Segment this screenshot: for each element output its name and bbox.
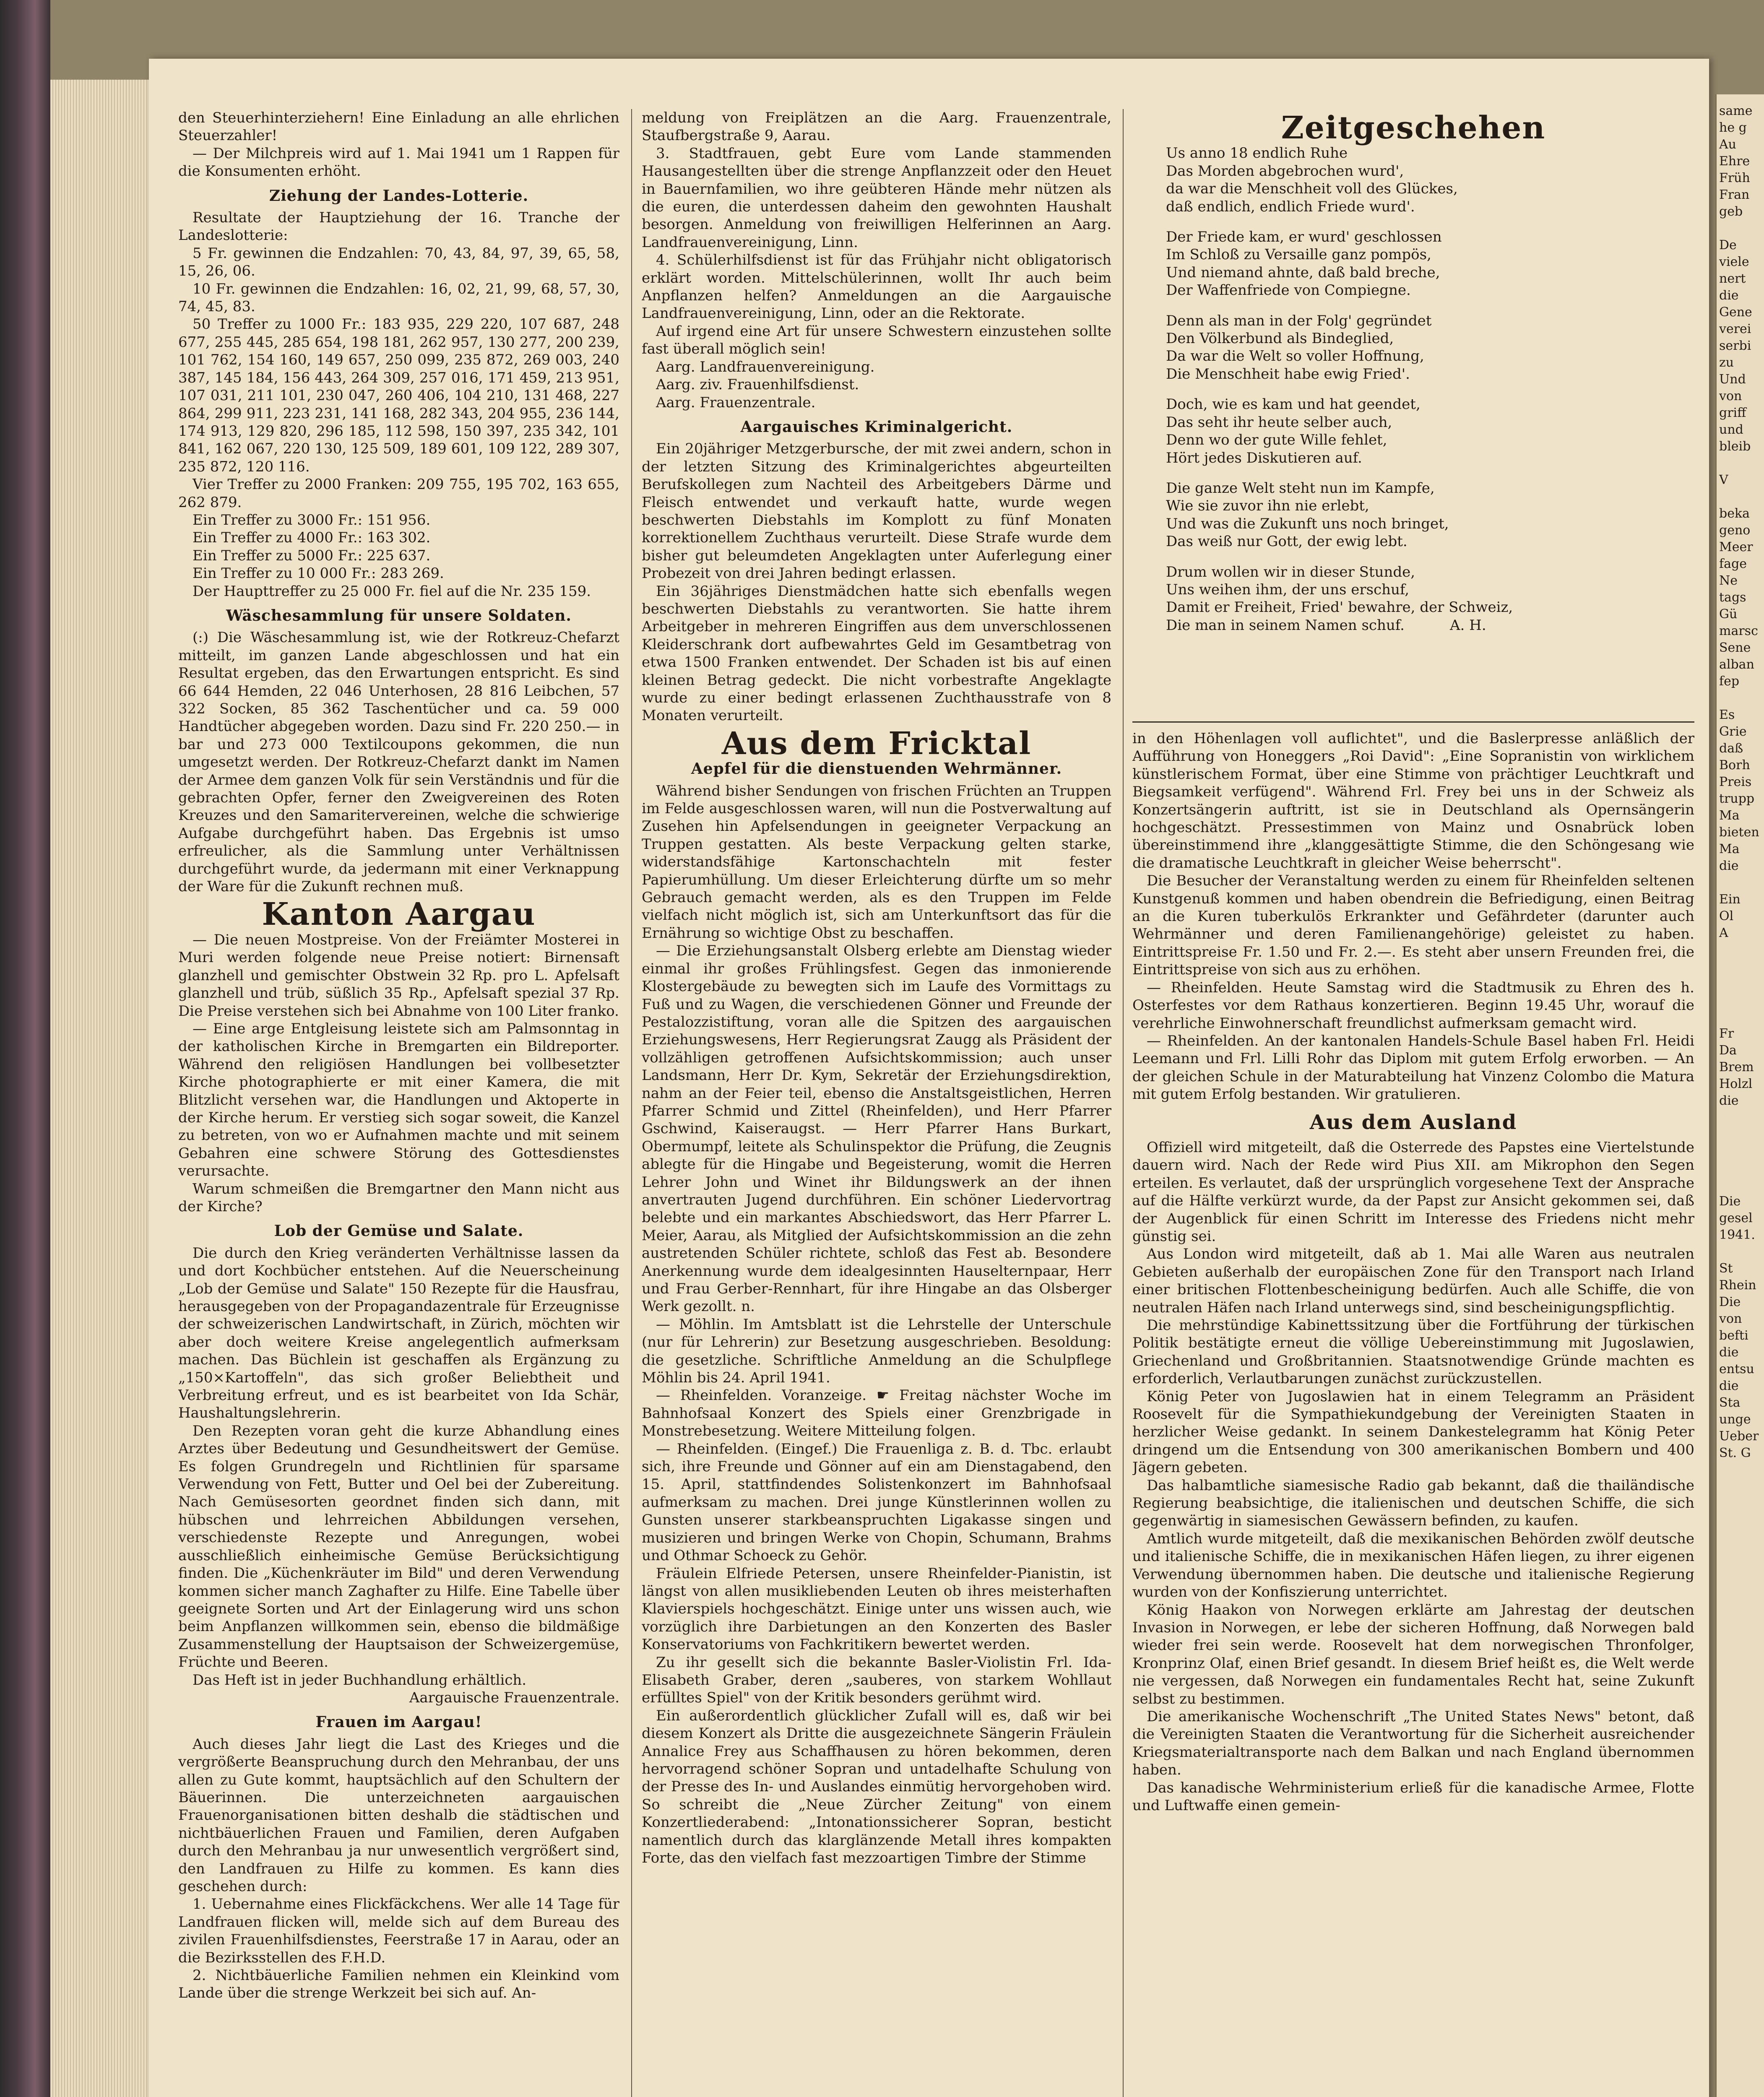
adjacent-page-line: De — [1719, 238, 1737, 252]
adjacent-page-line — [1719, 1143, 1763, 1160]
adjacent-page-line: bleib — [1719, 439, 1751, 454]
adjacent-page-line: serbi — [1719, 338, 1751, 353]
adjacent-page-line — [1719, 1244, 1763, 1260]
adjacent-page-line: von — [1719, 389, 1742, 403]
adjacent-page-line: Au — [1719, 137, 1736, 152]
adjacent-page-line: von — [1719, 1311, 1742, 1326]
article-paragraph: Die durch den Krieg veränderten Verhältnisse lassen da und dort Kochbücher entstehen. Auf die Neuerscheinung „Lob der Gemüse und Salate" 150 Rezepte für die Hausfrau, herausgegeben von der Propagandazentrale für Erzeugnisse der schweizerischen Landwirtschaft, in Zürich, möchten wir aber doch weitere Kreise angelegentlich aufmerksam machen. Das Büchlein ist geschaffen als Ergänzung zu „150×Kartoffeln", das sich großer Beliebtheit und Verbreitung erfreut, und es ist bearbeitet von Ida Schär, Haushaltungslehrerin. — [178, 1244, 619, 1422]
article-paragraph: Das halbamtliche siamesische Radio gab bekannt, daß die thailändische Regierung beabsichtige, die italienischen und deutschen Schiffe, die sich gegenwärtig in siamesischen Gewässern befinden, zu kaufen. — [1132, 1477, 1694, 1530]
book-binding — [0, 0, 50, 2097]
adjacent-page-line: Es — [1719, 708, 1735, 722]
article-paragraph: — Der Milchpreis wird auf 1. Mai 1941 um 1 Rappen für die Konsumenten erhöht. — [178, 145, 619, 180]
adjacent-page-line: Borh — [1719, 758, 1750, 773]
adjacent-page-line — [1719, 220, 1763, 237]
article-paragraph: Warum schmeißen die Bremgartner den Mann nicht aus der Kirche? — [178, 1180, 619, 1215]
article-paragraph: Auch dieses Jahr liegt die Last des Krieges und die vergrößerte Beanspruchung durch den Mehranbau, der uns allen zu Gute kommt, hauptsächlich auf den Schultern der Bäuerinnen. Die unterzeichneten aargauischen Frauenorganisationen bitten deshalb die städtischen und nichtbäuerlichen Frauen und Familien, deren Aufgaben durch den Mehranbau ja nur unwesentlich vergrößert sind, den Landfrauen zu Hilfe zu kommen. Es kann dies geschehen durch: — [178, 1735, 619, 1895]
poem-stanza: Die ganze Welt steht nun im Kampfe, Wie sie zuvor ihn nie erlebt, Und was die Zukunft uns noch bringet, Das weiß nur Gott, der ewig lebt. — [1166, 479, 1449, 550]
column-1 — [178, 109, 619, 2097]
article-paragraph: Das kanadische Wehrministerium erließ für die kanadische Armee, Flotte und Luftwaffe einen gemein- — [1132, 1779, 1694, 1814]
adjacent-page-line: unge — [1719, 1412, 1751, 1427]
adjacent-page-line — [1719, 1160, 1763, 1176]
column-rule-1 — [631, 109, 632, 2097]
article-paragraph: 50 Treffer zu 1000 Fr.: 183 935, 229 220, 107 687, 248 677, 255 445, 285 654, 198 181, 262 957, 130 277, 200 239, 101 762, 154 160, 149 657, 250 099, 235 872, 269 003, 240 387, 145 184, 156 443, 264 309, 257 016, 171 459, 213 951, 107 031, 211 101, 230 047, 260 406, 104 210, 131 468, 227 864, 299 911, 223 231, 141 168, 282 343, 204 955, 236 144, 174 913, 129 820, 296 185, 112 598, 150 397, 235 342, 101 841, 162 067, 220 130, 125 509, 189 601, 109 122, 289 307, 235 872, 120 116. — [178, 316, 619, 475]
article-paragraph: Ein Treffer zu 5000 Fr.: 225 637. — [193, 547, 431, 564]
adjacent-page-line: Ehre — [1719, 154, 1750, 169]
adjacent-page-line: fep — [1719, 674, 1740, 689]
article-paragraph: Aarg. Frauenzentrale. — [656, 394, 816, 411]
article-paragraph: meldung von Freiplätzen an die Aarg. Frauenzentrale, Staufbergstraße 9, Aarau. — [642, 109, 1111, 144]
adjacent-page-line: bieten — [1719, 825, 1759, 840]
adjacent-page-edge — [1715, 94, 1764, 2097]
adjacent-page-line: geb — [1719, 204, 1743, 219]
adjacent-page-line: St. G — [1719, 1446, 1751, 1460]
article-paragraph: Die amerikanische Wochenschrift „The United States News" betont, daß die Vereinigten Staaten die Verantwortung für die Sicherheit ausreichender Kriegsmaterialtransporte nach dem Balkan und nach England übernommen haben. — [1132, 1708, 1694, 1779]
article-paragraph: — Die neuen Mostpreise. Von der Freiämter Mosterei in Muri werden folgende neue Preise notiert: Birnensaft glanzhell und gemischter Obstwein 32 Rp. pro L. Apfelsaft glanzhell und trüb, süßlich 35 Rp., Apfelsaft spezial 37 Rp. Die Preise verstehen sich bei Abnahme von 100 Liter franko. — [178, 931, 619, 1020]
adjacent-page-line: alban — [1719, 657, 1754, 672]
article-paragraph: Den Rezepten voran geht die kurze Abhandlung eines Arztes über Bedeutung und Gesundheitswert der Gemüse. Es folgen Grundregeln und Richtlinien für sparsame Verwendung von Fett, Butter und Oel bei der Zubereitung. Nach Gemüsesorten geordnet finden sich dann, mit hübschen und lehrreichen Abbildungen versehen, verschiedenste Rezepte und Anregungen, wobei ausschließlich einheimische Gemüse Berücksichtigung finden. Die „Küchenkräuter im Bild" und deren Verwendung kommen sicher manch Zaghafter zu Hilfe. Eine Tabelle über geeignete Sorten und Art der Einlagerung wird uns schon beim Anpflanzen willkommen sein, ebenso die bildmäßige Zusammenstellung der Hauptsaison der Schweizergemüse, Früchte und Beeren. — [178, 1422, 619, 1671]
article-paragraph: 3. Stadtfrauen, gebt Eure vom Lande stammenden Hausangestellten über die strenge Anpflanzzeit oder den Heuet in Bauernfamilien, wo ihre geübteren Hände mehr nützen als die euren, die unterdessen daheim den gewohnten Haushalt besorgen. Anmeldung von freiwilligen Helferinnen an Aarg. Landfrauenvereinigung, Linn. — [642, 145, 1111, 251]
article-paragraph: 5 Fr. gewinnen die Endzahlen: 70, 43, 84, 97, 39, 65, 58, 15, 26, 06. — [178, 245, 619, 280]
page-edge-stack — [50, 80, 152, 2097]
adjacent-page-line — [1719, 1009, 1763, 1025]
article-paragraph: Ein Treffer zu 4000 Fr.: 163 302. — [193, 529, 431, 546]
adjacent-page-line: beka — [1719, 506, 1750, 521]
adjacent-page-line: 1941. — [1719, 1228, 1755, 1242]
adjacent-page-line: Ein — [1719, 892, 1741, 907]
article-paragraph: Das Heft ist in jeder Buchhandlung erhältlich. — [193, 1671, 527, 1689]
adjacent-page-line: Fran — [1719, 187, 1750, 202]
article-paragraph: — Rheinfelden. Heute Samstag wird die Stadtmusik zu Ehren des h. Osterfestes vor dem Rathaus konzertieren. Beginn 19.45 Uhr, worauf die verehrliche Einwohnerschaft freundlichst aufmerksam gemacht wird. — [1132, 979, 1694, 1032]
adjacent-page-line: Gene — [1719, 305, 1752, 320]
adjacent-page-line: Gü — [1719, 607, 1738, 622]
adjacent-page-line: Ol — [1719, 909, 1734, 924]
section-heading: Aus dem Fricktal — [721, 725, 1032, 762]
poem-divider — [1132, 721, 1694, 723]
adjacent-page-line: Da — [1719, 1043, 1737, 1058]
adjacent-page-line: Rhein — [1719, 1278, 1756, 1293]
article-paragraph: Der Haupttreffer zu 25 000 Fr. fiel auf die Nr. 235 159. — [193, 583, 591, 600]
article-paragraph: Aarg. ziv. Frauenhilfsdienst. — [656, 376, 859, 393]
adjacent-page-line: Holzl — [1719, 1077, 1753, 1091]
poem-stanza: Der Friede kam, er wurd' geschlossen Im Schloß zu Versaille ganz pompös, Und niemand ahnte, daß bald breche, Der Waffenfriede von Compiegne. — [1166, 229, 1442, 299]
adjacent-page-line: zu — [1719, 355, 1734, 370]
adjacent-page-line — [1719, 1126, 1763, 1143]
column-3 — [1132, 730, 1694, 2097]
adjacent-page-line: nert — [1719, 271, 1746, 286]
article-paragraph: Ein außerordentlich glücklicher Zufall will es, daß wir bei diesem Konzert als Dritte die ausgezeichnete Sängerin Fräulein Annalice Frey aus Schaffhausen zu hören bekommen, deren hervorragend schöner Sopran und untadelhafte Schulung von der Presse des In- und Auslandes einmütig hervorgehoben wird. So schreibt die „Neue Zürcher Zeitung" von einem Konzertliederabend: „Intonationssicherer Sopran, besticht namentlich durch das klarglänzende Metall ihres kompakten Forte, das den vielfach fast mezzoartigen Timbre der Stimme — [642, 1707, 1111, 1866]
column-rule-2 — [1123, 109, 1124, 2097]
article-heading: Aepfel für die dienstuenden Wehrmänner. — [691, 760, 1062, 778]
adjacent-page-line: entsu — [1719, 1362, 1754, 1376]
article-paragraph: König Peter von Jugoslawien hat in einem Telegramm an Präsident Roosevelt für die Sympathiekundgebung der Vereinigten Staaten in herzlicher Weise gedankt. In seinem Dankestelegramm hat König Peter dringend um die Entsendung von 300 amerikanischen Bombern und 400 Jägern gebeten. — [1132, 1388, 1694, 1476]
article-paragraph: Ein 36jähriges Dienstmädchen hatte sich ebenfalls wegen beschwerten Diebstahls zu verantworten. Sie hatte ihrem Arbeitgeber in mehreren Eingriffen aus dem unverschlossenen Kleiderschrank dort aufbewahrtes Geld im Gesamtbetrag von etwa 1500 Franken entwendet. Der Schaden ist bis auf einen kleinen Betrag gedeckt. Die nicht vorbestrafte Angeklagte wurde zu einer bedingt erlassenen Zuchthausstrafe von 8 Monaten verurteilt. — [642, 583, 1111, 724]
article-paragraph: — Rheinfelden. Voranzeige. ☛ Freitag nächster Woche im Bahnhofsaal Konzert des Spiels einer Grenzbrigade in Monstrebesetzung. Weitere Mitteilung folgen. — [642, 1387, 1111, 1440]
poem-stanza: Us anno 18 endlich Ruhe Das Morden abgebrochen wurd', da war die Menschheit voll des Glückes, daß endlich, endlich Friede wurd'. — [1166, 145, 1458, 215]
adjacent-page-line: marsc — [1719, 624, 1758, 638]
section-heading: Kanton Aargau — [262, 896, 536, 933]
article-paragraph: — Möhlin. Im Amtsblatt ist die Lehrstelle der Unterschule (nur für Lehrerin) zur Besetzung ausgeschrieben. Besoldung: die gesetzliche. Schriftliche Anmeldung an die Schulpflege Möhlin bis 24. April 1941. — [642, 1316, 1111, 1387]
article-heading: Lob der Gemüse und Salate. — [274, 1222, 524, 1240]
adjacent-page-line: Die — [1719, 1194, 1741, 1209]
adjacent-page-line: Ma — [1719, 808, 1740, 823]
poem-stanza: Doch, wie es kam und hat geendet, Das seht ihr heute selber auch, Denn wo der gute Wille fehlet, Hört jedes Diskutieren auf. — [1166, 396, 1421, 466]
adjacent-page-line — [1719, 874, 1763, 891]
adjacent-page-line: Ueber — [1719, 1429, 1759, 1444]
adjacent-page-line: verei — [1719, 322, 1751, 336]
adjacent-page-line: Ma — [1719, 842, 1740, 856]
column-2 — [642, 109, 1111, 2097]
article-paragraph: Resultate der Hauptziehung der 16. Tranche der Landeslotterie: — [178, 209, 619, 244]
adjacent-page-line: he g — [1719, 120, 1747, 135]
signature-line: Aargauische Frauenzentrale. — [409, 1689, 619, 1706]
adjacent-page-line: fage — [1719, 557, 1747, 571]
article-paragraph: Die mehrstündige Kabinettssitzung über die Fortführung der türkischen Politik bestätigte erneut die völlige Uebereinstimmung mit Jugoslawien, Griechenland und Großbritannien. Staatsnotwendige Gründe machten es erforderlich, Verlautbarungen zunächst zurückzustellen. — [1132, 1317, 1694, 1387]
poem-stanza: Drum wollen wir in dieser Stunde, Uns weihen ihm, der uns erschuf, Damit er Freiheit, Fried' bewahre, der Schweiz, Die man in seinem Namen schuf. A. H. — [1166, 563, 1513, 634]
adjacent-page-line: trupp — [1719, 791, 1755, 806]
article-paragraph: Ein Treffer zu 10 000 Fr.: 283 269. — [193, 565, 444, 582]
adjacent-page-line: daß — [1719, 741, 1743, 756]
adjacent-page-line — [1719, 690, 1763, 707]
newspaper-page — [149, 59, 1709, 2097]
adjacent-page-line — [1719, 1109, 1763, 1126]
adjacent-page-line — [1719, 992, 1763, 1009]
article-paragraph: Fräulein Elfriede Petersen, unsere Rheinfelder-Pianistin, ist längst von allen musikliebenden Leuten ob ihres meisterhaften Klavierspiels hochgeschätzt. Einige unter uns wissen auch, wie vorzüglich ihre Darbietungen an den Konzerten des Basler Konservatoriums von Fachkritikern bewertet werden. — [642, 1565, 1111, 1653]
adjacent-page-line: die — [1719, 859, 1739, 873]
article-paragraph: 2. Nichtbäuerliche Familien nehmen ein Kleinkind vom Lande über die strenge Werkzeit bei sich auf. An- — [178, 1967, 619, 2002]
adjacent-page-line: befti — [1719, 1328, 1748, 1343]
adjacent-page-line: die — [1719, 288, 1739, 303]
adjacent-page-line: St — [1719, 1261, 1733, 1276]
article-paragraph: Aarg. Landfrauenvereinigung. — [656, 358, 875, 375]
adjacent-page-line: same — [1719, 104, 1753, 118]
article-heading: Aargauisches Kriminalgericht. — [740, 418, 1013, 436]
article-heading: Wäschesammlung für unsere Soldaten. — [226, 606, 572, 624]
adjacent-page-line: Früh — [1719, 171, 1750, 185]
article-paragraph: in den Höhenlagen voll auflichtet", und die Baslerpresse anläßlich der Aufführung von Honeggers „Roi David": „Eine Sopranistin von wirklichem künstlerischem Format, über eine Stimme von prächtiger Leuchtkraft und Biegsamkeit verfügend". Während Frl. Frey bei uns in der Schweiz als Konzertsängerin auftritt, ist sie in Deutschland als Opernsängerin hochgeschätzt. Pressestimmen von Mainz und Osnabrück loben übereinstimmend ihre „klanggesättigte Stimme, die den Schöngesang wie die dramatische Leuchtkraft in gleicher Weise beherrscht". — [1132, 730, 1694, 872]
adjacent-page-line: V — [1719, 473, 1728, 487]
adjacent-page-line: Meer — [1719, 540, 1753, 554]
adjacent-page-line — [1719, 1176, 1763, 1193]
adjacent-page-line: die — [1719, 1345, 1739, 1360]
adjacent-page-line: tags — [1719, 590, 1746, 605]
article-paragraph: Während bisher Sendungen von frischen Früchten an Truppen im Felde ausgeschlossen waren, will nun die Postverwaltung auf Zusehen hin Apfelsendungen in geeigneter Verpackung an Truppen gestatten. Als beste Verpackung gelten starke, widerstandsfähige Kartonschachteln mit fester Papierumhüllung. Um dieser Erleichterung dürfte um so mehr Gebrauch gemacht werden, als es den Truppen im Felde vielfach nicht möglich ist, sich am Unterkunftsort das für die Ernährung so wichtige Obst zu beschaffen. — [642, 782, 1111, 942]
adjacent-page-line: A — [1719, 926, 1728, 940]
article-paragraph: Zu ihr gesellt sich die bekannte Basler-Violistin Frl. Ida-Elisabeth Graber, deren „sauberes, von starkem Wohllaut erfülltes Spiel" von der Kritik besonders gerühmt wird. — [642, 1654, 1111, 1707]
adjacent-page-line: Fr — [1719, 1026, 1734, 1041]
adjacent-page-line: griff — [1719, 406, 1746, 420]
article-paragraph: Vier Treffer zu 2000 Franken: 209 755, 195 702, 163 655, 262 879. — [178, 476, 619, 511]
article-paragraph: 4. Schülerhilfsdienst ist für das Frühjahr nicht obligatorisch erklärt worden. Mittelschülerinnen, wollt Ihr auch beim Anpflanzen helfen? Anmeldungen an die Aargauische Landfrauenvereinigung, Linn, oder an die Rektorate. — [642, 252, 1111, 322]
adjacent-page-line: geno — [1719, 523, 1751, 538]
adjacent-page-line: die — [1719, 1379, 1739, 1393]
article-paragraph: Die Besucher der Veranstaltung werden zu einem für Rheinfelden seltenen Kunstgenuß kommen und haben obendrein die Befriedigung, einen Beitrag an die Kuren tuberkulös Erkrankter und Gefährdeter (darunter auch Wehrmänner und deren Familienangehörige) geleistet zu haben. Eintrittspreise Fr. 1.50 und Fr. 2.—. Es steht aber unsern Freunden frei, die Eintrittspreise von sich aus zu erhöhen. — [1132, 872, 1694, 978]
adjacent-page-line — [1719, 942, 1763, 958]
article-paragraph: — Die Erziehungsanstalt Olsberg erlebte am Dienstag wieder einmal ihr großes Frühlingsfest. Gegen das inmonierende Klostergebäude zu bewegten sich im Laufe des Vormittags zu Fuß und zu Wagen, die verschiedenen Gönner und Freunde der Pestalozzistiftung, voran alle die Spitzen des aargauischen Erziehungswesens, Herr Regierungsrat Zaugg als Präsident der vollzähligen getroffenen Aufsichtskommission; auch unser Landsmann, Herr Dr. Kym, Sekretär der Erziehungsdirektion, nahm an der Feier teil, ebenso die Anstaltsgeistlichen, Herren Pfarrer Schmid und Zittel (Rheinfelden), und Herr Pfarrer Gschwind, Kaiseraugst. — Herr Pfarrer Hans Burkart, Obermumpf, leitete als Schulinspektor die Prüfung, die Zeugnis ablegte für die Hingabe und Begeisterung, womit die Herren Lehrer John und Winet ihr Bildungswerk an der ihnen anvertrauten Jugend durchführen. Ein schöner Liedervortrag belebte und ein markantes Abschiedswort, das Herr Pfarrer L. Meier, Aarau, als Mitglied der Aufsichtskommission an die zehn austretenden Schüler richtete, schloß das Fest ab. Besondere Anerkennung wurde dem idealgesinnten Hauselternpaar, Herr und Frau Gerber-Rennhart, für ihre Hingabe an das Olsberger Werk gezollt. n. — [642, 942, 1111, 1315]
adjacent-page-line: Die — [1719, 1295, 1741, 1309]
article-paragraph: — Eine arge Entgleisung leistete sich am Palmsonntag in der katholischen Kirche in Bremgarten ein Bildreporter. Während den religiösen Handlungen bei vollbesetzter Kirche photographierte er mit einer Kamera, die mit Blitzlicht versehen war, die Handlungen und Aktoperte in der Kirche herum. Er verstieg sich sogar soweit, die Kanzel zu betreten, von wo er Aufnahmen machte und mit seinem Gebahren eine schwere Störung des Gottesdienstes verursachte. — [178, 1020, 619, 1180]
article-paragraph: Offiziell wird mitgeteilt, daß die Osterrede des Papstes eine Viertelstunde dauern wird. Nach der Rede wird Pius XII. am Mikrophon den Segen erteilen. Es verlautet, daß der ursprünglich vorgesehene Text der Ansprache auf die Hälfte verkürzt wurde, da der Papst zur Ansicht gekommen sei, daß der Augenblick für einen Schritt im Interesse des Friedens nicht mehr günstig sei. — [1132, 1139, 1694, 1245]
adjacent-page-line: und — [1719, 422, 1743, 437]
column-3-poem — [1132, 109, 1694, 717]
article-paragraph: — Rheinfelden. (Eingef.) Die Frauenliga z. B. d. Tbc. erlaubt sich, ihre Freunde und Gönner auf ein am Dienstagabend, den 15. April, stattfindendes Solistenkonzert im Bahnhofsaal aufmerksam zu machen. Drei junge Künstlerinnen wollen zu Gunsten unserer starkbeanspruchten Ligakasse singen und musizieren und bringen Werke von Chopin, Schumann, Brahms und Othmar Schoeck zu Gehör. — [642, 1440, 1111, 1564]
poem-stanza: Denn als man in der Folg' gegründet Den Völkerbund als Bindeglied, Da war die Welt so voller Hoffnung, Die Menschheit habe ewig Fried'. — [1166, 312, 1432, 382]
article-paragraph: Amtlich wurde mitgeteilt, daß die mexikanischen Behörden zwölf deutsche und italienische Schiffe, die in mexikanischen Häfen liegen, zu ihrer eigenen Verwendung übernommen haben. Die deutsche und italienische Regierung wurden von der Konfiszierung unterrichtet. — [1132, 1530, 1694, 1601]
adjacent-page-line: die — [1719, 1093, 1739, 1108]
article-paragraph: Auf irgend eine Art für unsere Schwestern einzustehen sollte fast überall möglich sein! — [642, 323, 1111, 358]
article-paragraph: Ein Treffer zu 3000 Fr.: 151 956. — [193, 511, 431, 528]
article-paragraph: König Haakon von Norwegen erklärte am Jahrestag der deutschen Invasion in Norwegen, er lebe der sicheren Hoffnung, daß Norwegen bald wieder frei sein werde. Roosevelt hat dem norwegischen Thronfolger, Kronprinz Olaf, einen Brief gesandt. In diesem Brief heißt es, die Welt werde nie vergessen, daß Norwegen ein fundamentales Recht hat, seine Zukunft selbst zu bestimmen. — [1132, 1601, 1694, 1707]
adjacent-page-line: Ne — [1719, 573, 1738, 588]
article-paragraph: Aus London wird mitgeteilt, daß ab 1. Mai alle Waren aus neutralen Gebieten außerhalb der europäischen Zone für den Transport nach Irland einer britischen Flottenbescheinigung bedürfen. Auch alle Schiffe, die von neutralen Häfen nach Irland unterwegs sind, sind bescheinigungspflichtig. — [1132, 1246, 1694, 1316]
article-heading: Frauen im Aargau! — [315, 1713, 482, 1731]
adjacent-page-line — [1719, 958, 1763, 975]
article-paragraph: — Rheinfelden. An der kantonalen Handels-Schule Basel haben Frl. Heidi Leemann und Frl. Lilli Rohr das Diplom mit gutem Erfolg erworben. — An der gleichen Schule in der Maturabteilung hat Vinzenz Colombo die Matura mit gutem Erfolg bestanden. Wir gratulieren. — [1132, 1032, 1694, 1103]
adjacent-page-line: viele — [1719, 255, 1749, 269]
section-heading: Zeitgeschehen — [1281, 110, 1546, 146]
article-paragraph: Ein 20jähriger Metzgerbursche, der mit zwei andern, schon in der letzten Sitzung des Kriminalgerichtes abgeurteilten Berufskollegen zum Nachteil des Arbeitgebers Därme und Fleisch entwendet und verkauft hatte, wurde wegen beschwerten Diebstahls im Komplott zu fünf Monaten korrektionellem Zuchthaus verurteilt. Diese Strafe wurde dem bisher gut beleumdeten Angeklagten unter Auferlegung einer Probezeit von drei Jahren bedingt erlassen. — [642, 440, 1111, 582]
article-paragraph: den Steuerhinterziehern! Eine Einladung an alle ehrlichen Steuerzahler! — [178, 109, 619, 144]
article-paragraph: 10 Fr. gewinnen die Endzahlen: 16, 02, 21, 99, 68, 57, 30, 74, 45, 83. — [178, 280, 619, 315]
adjacent-page-line — [1719, 489, 1763, 505]
article-heading: Ziehung der Landes-Lotterie. — [269, 187, 529, 205]
adjacent-page-line: Grie — [1719, 724, 1747, 739]
section-heading: Aus dem Ausland — [1309, 1110, 1517, 1134]
adjacent-page-line: Sta — [1719, 1395, 1741, 1410]
adjacent-page-line: Preis — [1719, 775, 1752, 789]
adjacent-page-line: Sene — [1719, 640, 1751, 655]
adjacent-page-line — [1719, 455, 1763, 472]
article-paragraph: 1. Uebernahme eines Flickfäckchens. Wer alle 14 Tage für Landfrauen flicken will, melde sich auf dem Bureau des zivilen Frauenhilfsdienstes, Feerstraße 17 in Aarau, oder an die Bezirksstellen des F.H.D. — [178, 1896, 619, 1966]
article-paragraph: (:) Die Wäschesammlung ist, wie der Rotkreuz-Chefarzt mitteilt, im ganzen Lande abgeschlossen und hat ein Resultat ergeben, das den Erwartungen entspricht. Es sind 66 644 Hemden, 22 046 Unterhosen, 28 816 Leibchen, 57 322 Socken, 85 362 Taschentücher und ca. 59 000 Handtücher abgegeben worden. Dazu sind Fr. 220 250.— in bar und 273 000 Textilcoupons gekommen, die nun umgesetzt werden. Der Rotkreuz-Chefarzt dankt im Namen der Armee dem ganzen Volk für sein Verständnis und für die gebrachten Opfer, ferner den Zweigvereinen des Roten Kreuzes und den Samaritervereinen, welche die schwierige Aufgabe durchgeführt haben. Das Ergebnis ist umso erfreulicher, als die Sammlung unter Verhältnissen durchgeführt wurde, da jedermann mit einer Verknappung der Ware für die Zukunft rechnen muß. — [178, 629, 619, 895]
adjacent-page-line: gesel — [1719, 1211, 1753, 1225]
adjacent-page-text — [1717, 94, 1764, 1470]
adjacent-page-line: Brem — [1719, 1060, 1754, 1075]
adjacent-page-line: Und — [1719, 372, 1746, 387]
adjacent-page-line — [1719, 975, 1763, 992]
